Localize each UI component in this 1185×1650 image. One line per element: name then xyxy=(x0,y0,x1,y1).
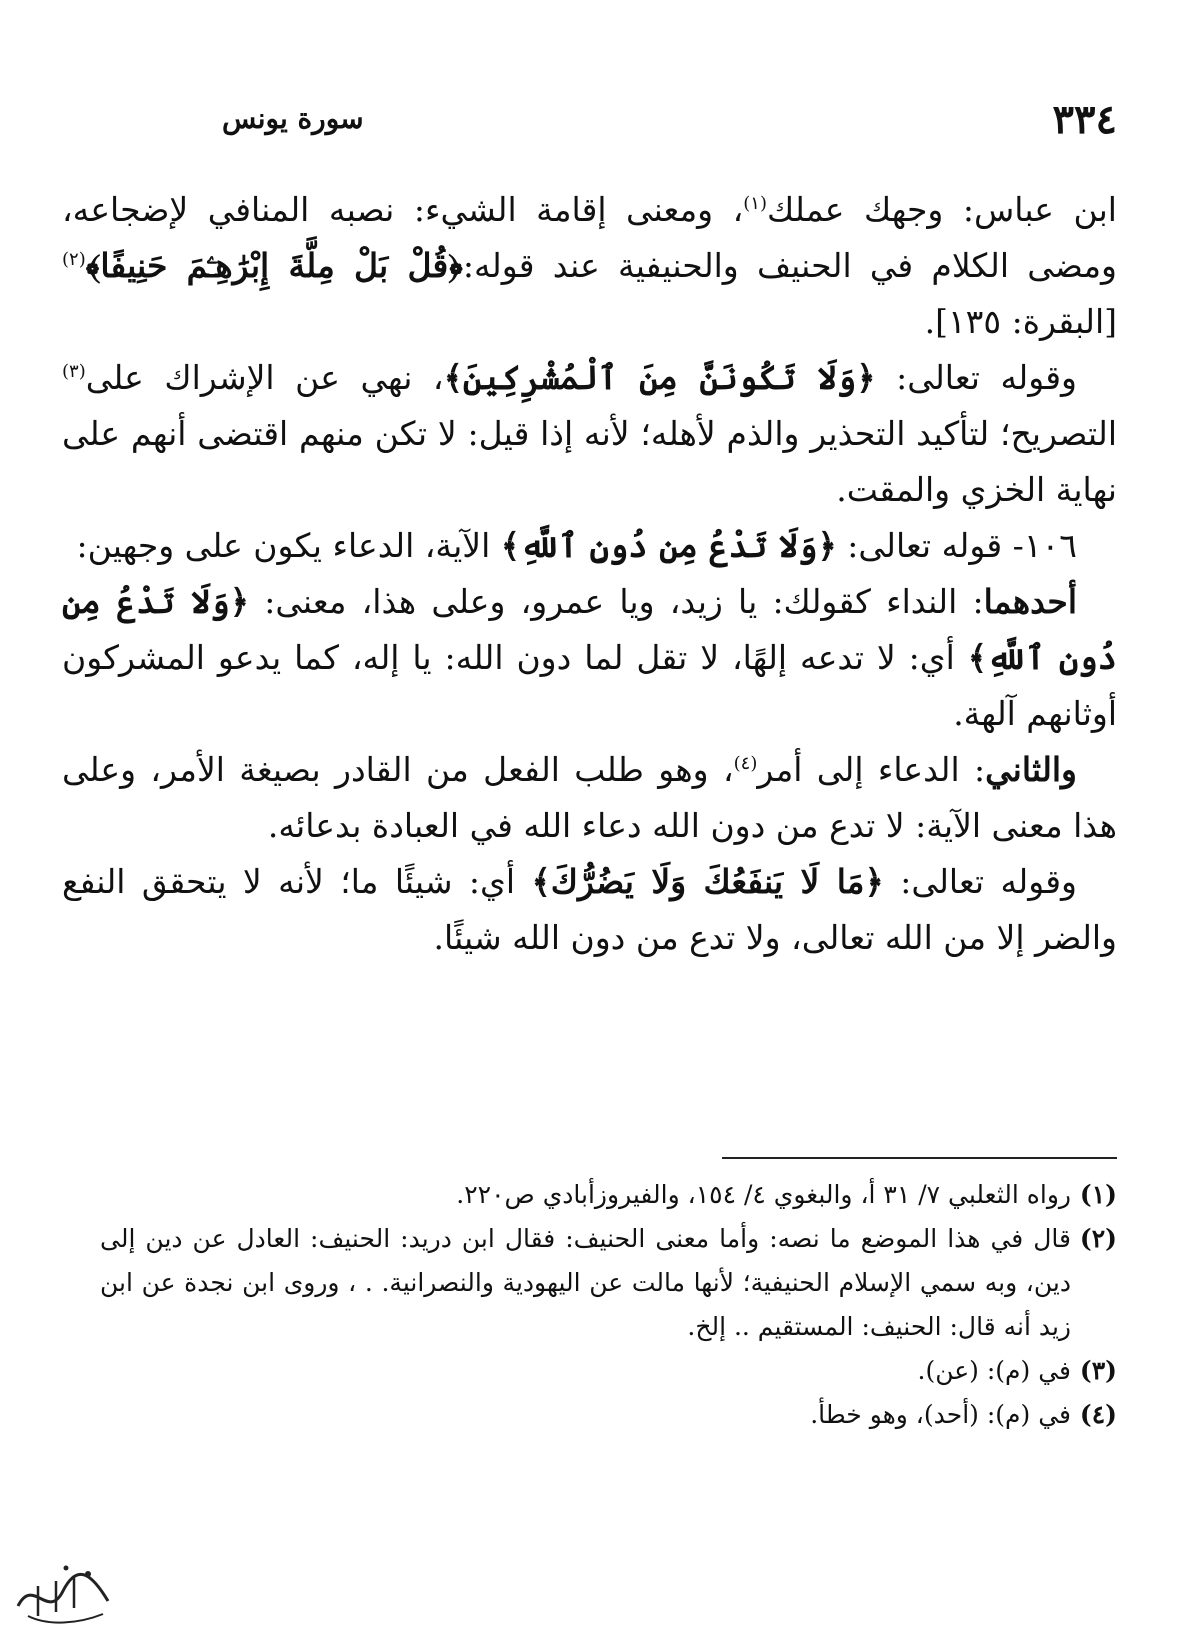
paragraph-3: ١٠٦- قوله تعالى: ﴿وَلَا تَدْعُ مِن دُونِ ٱللَّهِ﴾ الآية، الدعاء يكون على وجهين: xyxy=(76,526,1077,565)
paragraph-6: وقوله تعالى: ﴿مَا لَا يَنفَعُكَ وَلَا يَضُرُّكَ﴾ أي: شيئًا ما؛ لأنه لا يتحقق النفع والضر إلا من الله تعالى، ولا تدع من دون الله شيئًا. xyxy=(62,862,1117,957)
main-text xyxy=(62,182,1117,966)
footnote-2 xyxy=(100,1217,1117,1349)
footnote-text: قال في هذا الموضع ما نصه: وأما معنى الحنيف: فقال ابن دريد: الحنيف: العادل عن دين إلى دين، وبه سمي الإسلام الحنيفية؛ لأنها مالت عن اليهودية والنصرانية. . ، وروى ابن نجدة عن ابن زيد أنه قال: الحنيف: المستقيم .. إلخ. xyxy=(100,1224,1071,1341)
quran-quote: ﴿وَلَا تَدْعُ مِن دُونِ ٱللَّهِ﴾ xyxy=(62,582,1117,677)
footnote-text: رواه الثعلبي ٧/ ٣١ أ، والبغوي ٤/ ١٥٤، والفيروزأبادي ص٢٢٠. xyxy=(456,1180,1071,1209)
paragraph-1: ابن عباس: وجهك عملك$^{(١)}$، ومعنى إقامة الشيء: نصبه المنافي لإضجاعه، ومضى الكلام في الحنيف والحنيفية عند قوله:﴿قُلْ بَلْ مِلَّةَ إِبْرَٰهِـۧمَ حَنِيفًا﴾$^{(٢)}$ [البقرة: ١٣٥]. xyxy=(62,190,1117,341)
paragraph-5: والثاني: الدعاء إلى أمر$^{(٤)}$، وهو طلب الفعل من القادر بصيغة الأمر، وعلى هذا معنى الآية: لا تدع من دون الله دعاء الله في العبادة بدعائه. xyxy=(62,750,1117,845)
footnote-3 xyxy=(100,1349,1117,1393)
watermark-logo xyxy=(8,1546,118,1636)
footnotes xyxy=(100,1173,1117,1437)
running-title: سورة يونس xyxy=(222,102,364,135)
footnote-number: (٤) xyxy=(1079,1400,1117,1429)
quran-quote: ﴿وَلَا تَدْعُ مِن دُونِ ٱللَّهِ﴾ xyxy=(500,526,837,565)
quran-quote: ﴿قُلْ بَلْ مِلَّةَ إِبْرَٰهِـۧمَ حَنِيفًا﴾ xyxy=(85,246,463,285)
footnote-number: (٣) xyxy=(1079,1356,1117,1385)
footnote-number: (٢) xyxy=(1079,1224,1117,1253)
footnote-ref-1[interactable]: (١) xyxy=(743,193,767,214)
footnote-ref-3[interactable]: (٣) xyxy=(62,361,86,382)
footnote-text: في (م): (عن). xyxy=(917,1356,1071,1385)
footnote-1 xyxy=(100,1173,1117,1217)
quran-quote: ﴿مَا لَا يَنفَعُكَ وَلَا يَضُرُّكَ﴾ xyxy=(531,862,884,901)
paragraph-2: وقوله تعالى: ﴿وَلَا تَكُونَنَّ مِنَ ٱلْمُشْرِكِينَ﴾، نهي عن الإشراك على$^{(٣)}$ التصريح؛ لتأكيد التحذير والذم لأهله؛ لأنه إذا قيل: لا تكن منهم اقتضى أنهم على نهاية الخزي والمقت. xyxy=(62,358,1117,509)
paragraph-4: أحدهما: النداء كقولك: يا زيد، ويا عمرو، وعلى هذا، معنى: ﴿وَلَا تَدْعُ مِن دُونِ ٱللَّهِ﴾ أي: لا تدعه إلهًا، لا تقل لما دون الله: يا إله، كما يدعو المشركون أوثانهم آلهة. xyxy=(62,582,1117,733)
footnote-4 xyxy=(100,1393,1117,1437)
footnote-ref-4[interactable]: (٤) xyxy=(733,753,758,774)
footnote-divider xyxy=(722,1157,1117,1159)
footnote-ref-2[interactable]: (٢) xyxy=(62,249,86,270)
page-header xyxy=(62,96,1117,156)
page-number: ٣٣٤ xyxy=(1052,96,1117,143)
second-meaning-label: والثاني xyxy=(985,750,1077,789)
quran-quote: ﴿وَلَا تَكُونَنَّ مِنَ ٱلْمُشْرِكِينَ﴾ xyxy=(443,358,876,397)
first-meaning-label: أحدهما xyxy=(983,582,1077,621)
footnote-number: (١) xyxy=(1079,1180,1117,1209)
footnote-text: في (م): (أحد)، وهو خطأ. xyxy=(810,1400,1071,1429)
